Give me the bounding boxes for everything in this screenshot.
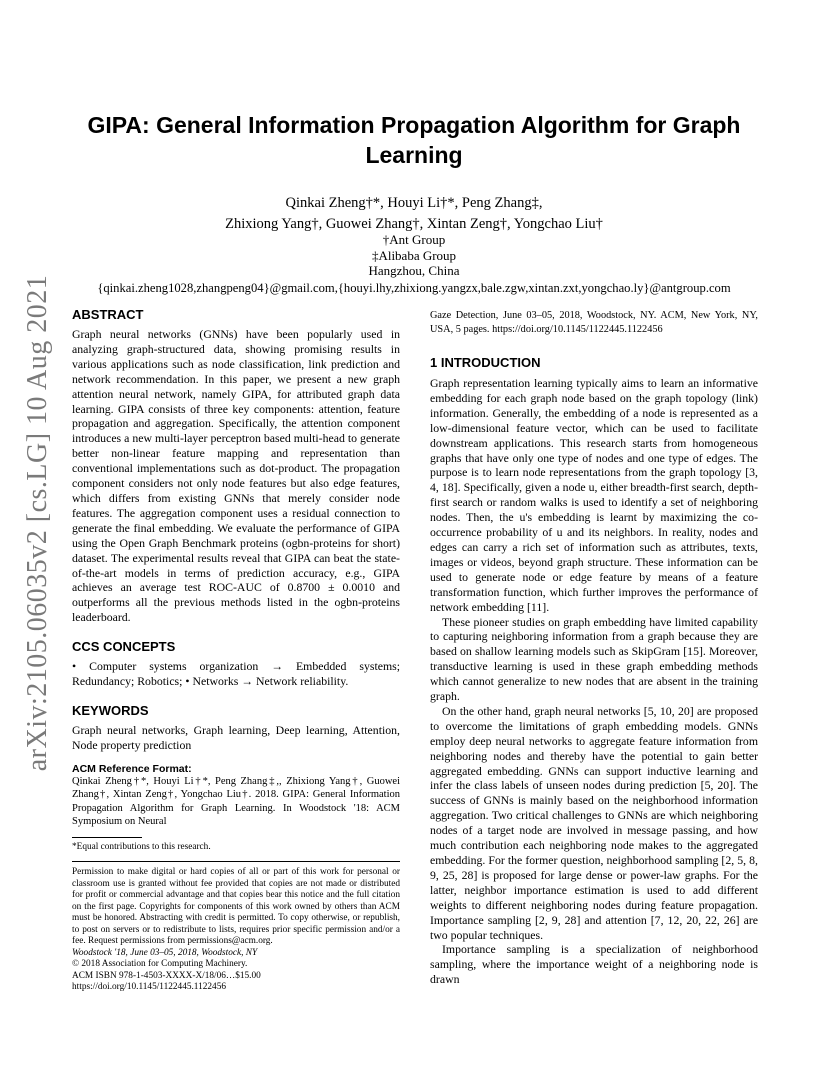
author-list — [60, 193, 768, 235]
affiliation-ant: †Ant Group — [382, 232, 446, 247]
author-emails: {qinkai.zheng1028,zhangpeng04}@gmail.com,{houyi.lhy,zhixiong.yangzx,bale.zgw,xintan.zxt,yongchao.ly}@antgroup.com — [97, 281, 731, 295]
left-column — [72, 306, 400, 994]
copyright-line: © 2018 Association for Computing Machinery. — [72, 959, 248, 970]
keywords-text: Graph neural networks, Graph learning, Deep learning, Attention, Node property prediction — [72, 722, 400, 752]
ccs-text: • Computer systems organization → Embedded systems; Redundancy; Robotics; • Networks → Network reliability. — [72, 659, 400, 689]
venue-line: Woodstock '18, June 03–05, 2018, Woodstock, NY — [72, 947, 258, 958]
intro-paragraph-4: Importance sampling is a specialization of neighborhood sampling, where the importance weight of a neighboring node is drawn — [430, 942, 758, 987]
footnote-rule — [72, 837, 142, 838]
acm-ref-continued: Gaze Detection, June 03–05, 2018, Woodstock, NY. ACM, New York, NY, USA, 5 pages. https://doi.org/10.1145/1122445.1122456 — [430, 310, 758, 335]
intro-paragraph-2: These pioneer studies on graph embedding have limited capability to capturing neighboring information from a graph because they are based on shallow learning models such as SkipGram [15]. Moreover, transductive learning is used in these graph embedding methods which cannot generalize to new nodes that are absent in the training graph. — [430, 614, 758, 704]
keywords-heading: KEYWORDS — [72, 702, 149, 718]
doi-line: https://doi.org/10.1145/1122445.1122456 — [72, 982, 227, 993]
affiliations — [60, 232, 768, 279]
abstract-heading: ABSTRACT — [72, 307, 144, 322]
author-line-2: Zhixiong Yang†, Guowei Zhang†, Xintan Zeng†, Yongchao Liu† — [225, 216, 603, 232]
isbn-line: ACM ISBN 978-1-4503-XXXX-X/18/06…$15.00 — [72, 970, 261, 981]
affiliation-alibaba: ‡Alibaba Group — [371, 247, 457, 263]
abstract-text: Graph neural networks (GNNs) have been popularly used in analyzing graph-structured data, showing promising results in various applications such as node classification, link prediction and network recommendation. In this paper, we present a new graph attention neural network, namely GIPA, for attributed graph data learning. GIPA consists of three key components: attention, feature propagation and aggregation. Specifically, the attention component introduces a new multi-layer perceptron based multi-head to generate better non-linear feature mapping and representation than conventional implementations such as dot-product. The propagation component considers not only node features but also edge features, which differs from existing GNNs that merely consider node features. The aggregation component uses a residual connection to generate the final embedding. We evaluate the performance of GIPA using the Open Graph Benchmark proteins (ogbn-proteins for short) dataset. The experimental results reveal that GIPA can beat the state-of-the-art models in terms of prediction accuracy, e.g., GIPA achieves an average test ROC-AUC of 0.8700 ± 0.0010 and outperforms all the previous methods listed in the ogbn-proteins leaderboard. — [72, 327, 400, 625]
arxiv-watermark: arXiv:2105.06035v2 [cs.LG] 10 Aug 2021 — [22, 274, 53, 772]
intro-paragraph-1: Graph representation learning typically aims to learn an informative embedding for each graph node based on the graph topology (link) information. Generally, the embedding of a node is represented as a low-dimensional feature vector, which can be used to facilitate downstream applications. This research starts from homogeneous graphs that have only one type of nodes and one type of edges. The purpose is to learn node representations from the graph topology [3, 4, 18]. Specifically, given a node u, either breadth-first search, depth-first search or random walks is used to identify a set of neighboring nodes. Then, the u's embedding is learnt by maximizing the co-occurrence probability of u and its neighbors. In reality, nodes and edges can carry a rich set of information such as attributes, texts, images or videos, beyond graph structure. These information can be used to generate node or edge feature by means of a feature transformation function, which further improves the performance of network embedding [11]. — [430, 376, 758, 614]
affiliation-city: Hangzhou, China — [368, 263, 460, 278]
permission-text: Permission to make digital or hard copies of all or part of this work for personal or classroom use is granted without fee provided that copies are not made or distributed for profit or commercial advantage and that copies bear this notice and the full citation on the first page. Copyrights for components of this work owned by others than ACM must be honored. Abstracting with credit is permitted. To copy otherwise, or republish, to post on servers or to redistribute to lists, requires prior specific permission and/or a fee. Request permissions from permissions@acm.org. — [72, 867, 400, 947]
intro-paragraph-3: On the other hand, graph neural networks [5, 10, 20] are proposed to overcome the limitations of graph embedding models. GNNs employ deep neural networks to aggregate feature information from neighboring nodes and thereby have the potential to gain better aggregated embedding. GNNs can support inductive learning and infer the class labels of unseen nodes during prediction [5, 20]. The success of GNNs is mainly based on the neighborhood information aggregation. Two critical challenges to GNNs are which neighboring nodes of a target node are involved in message passing, and how much contribution each neighboring node makes to the aggregated embedding. For the former question, neighborhood sampling [2, 5, 8, 9, 25, 28] is proposed for large dense or power-law graphs. For the latter, neighbor importance estimation is used to add different weights to different neighboring nodes during feature propagation. Importance sampling [2, 9, 28] and attention [7, 12, 20, 22, 26] are two popular techniques. — [430, 703, 758, 942]
ccs-heading: CCS CONCEPTS — [72, 639, 176, 655]
paper-title: GIPA: General Information Propagation Algorithm for Graph Learning — [87, 112, 741, 168]
introduction-heading: 1 INTRODUCTION — [430, 355, 541, 370]
permission-rule — [72, 861, 400, 862]
equal-contribution-note: *Equal contributions to this research. — [72, 841, 211, 852]
author-line-1: Qinkai Zheng†*, Houyi Li†*, Peng Zhang‡, — [285, 195, 543, 211]
acm-ref-text: Qinkai Zheng†*, Houyi Li†*, Peng Zhang‡,, Zhixiong Yang†, Guowei Zhang†, Xintan Zeng†, Yongchao Liu†. 2018. GIPA: General Information Propagation Algorithm for Graph Learning. In Woodstock '18: ACM Symposium on Neural — [72, 775, 400, 828]
acm-ref-heading: ACM Reference Format: — [72, 762, 192, 775]
right-column — [430, 309, 758, 987]
